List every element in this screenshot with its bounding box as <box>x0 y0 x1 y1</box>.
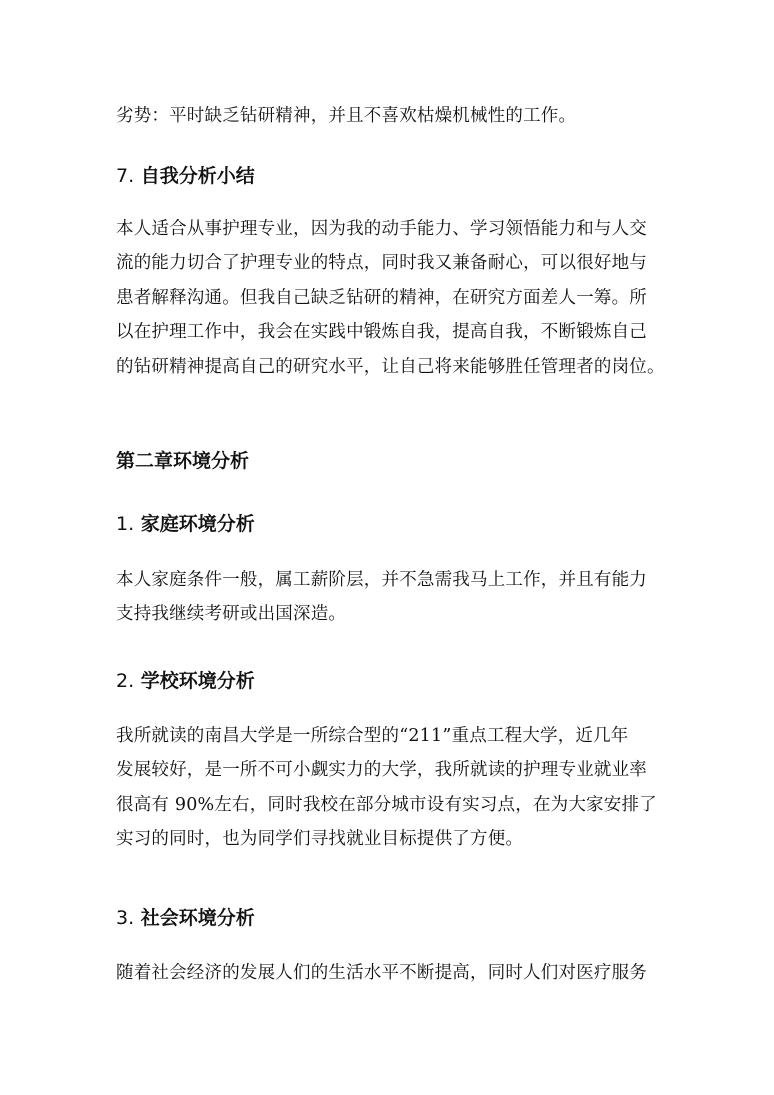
school-paragraph <box>116 719 676 857</box>
section-heading-family <box>116 509 255 536</box>
paragraph-line: 我所就读的南昌大学是一所综合型的“211”重点工程大学，近几年 <box>116 726 629 746</box>
section-number: 7. <box>116 165 135 187</box>
weakness-paragraph <box>116 99 676 133</box>
section-title: 学校环境分析 <box>140 670 255 692</box>
paragraph-line: 很高有 90%左右，同时我校在部分城市设有实习点，在为大家安排了 <box>116 794 657 815</box>
self-summary-paragraph <box>116 212 676 384</box>
paragraph-line: 支持我继续考研或出国深造。 <box>116 604 347 625</box>
section-number: 2. <box>116 670 135 692</box>
section-heading-school <box>116 666 255 693</box>
section-number: 1. <box>116 513 135 535</box>
section-heading-society <box>116 903 255 930</box>
section-heading-self-summary <box>116 161 255 188</box>
paragraph-line: 随着社会经济的发展人们的生活水平不断提高，同时人们对医疗服务 <box>116 963 647 983</box>
paragraph-line: 本人适合从事护理专业，因为我的动手能力、学习领悟能力和与人交 <box>116 219 647 239</box>
family-paragraph <box>116 563 676 632</box>
paragraph-line: 劣势：平时缺乏钻研精神，并且不喜欢枯燥机械性的工作。 <box>116 106 577 126</box>
section-title: 自我分析小结 <box>140 165 255 187</box>
chapter-heading: 第二章环境分析 <box>116 450 250 472</box>
paragraph-line: 以在护理工作中，我会在实践中锻炼自我，提高自我，不断锻炼自己 <box>116 322 647 343</box>
paragraph-line: 的钻研精神提高自己的研究水平，让自己将来能够胜任管理者的岗位。 <box>116 356 665 377</box>
section-number: 3. <box>116 907 135 929</box>
paragraph-line: 发展较好，是一所不可小觑实力的大学，我所就读的护理专业就业率 <box>116 760 647 781</box>
section-title: 社会环境分析 <box>140 907 255 929</box>
paragraph-line: 本人家庭条件一般，属工薪阶层，并不急需我马上工作，并且有能力 <box>116 570 647 590</box>
paragraph-line: 流的能力切合了护理专业的特点，同时我又兼备耐心，可以很好地与 <box>116 253 647 274</box>
section-title: 家庭环境分析 <box>140 513 255 535</box>
society-paragraph <box>116 956 676 990</box>
paragraph-line: 患者解释沟通。但我自己缺乏钻研的精神，在研究方面差人一筹。所 <box>116 287 647 308</box>
paragraph-line: 实习的同时，也为同学们寻找就业目标提供了方便。 <box>116 829 524 850</box>
